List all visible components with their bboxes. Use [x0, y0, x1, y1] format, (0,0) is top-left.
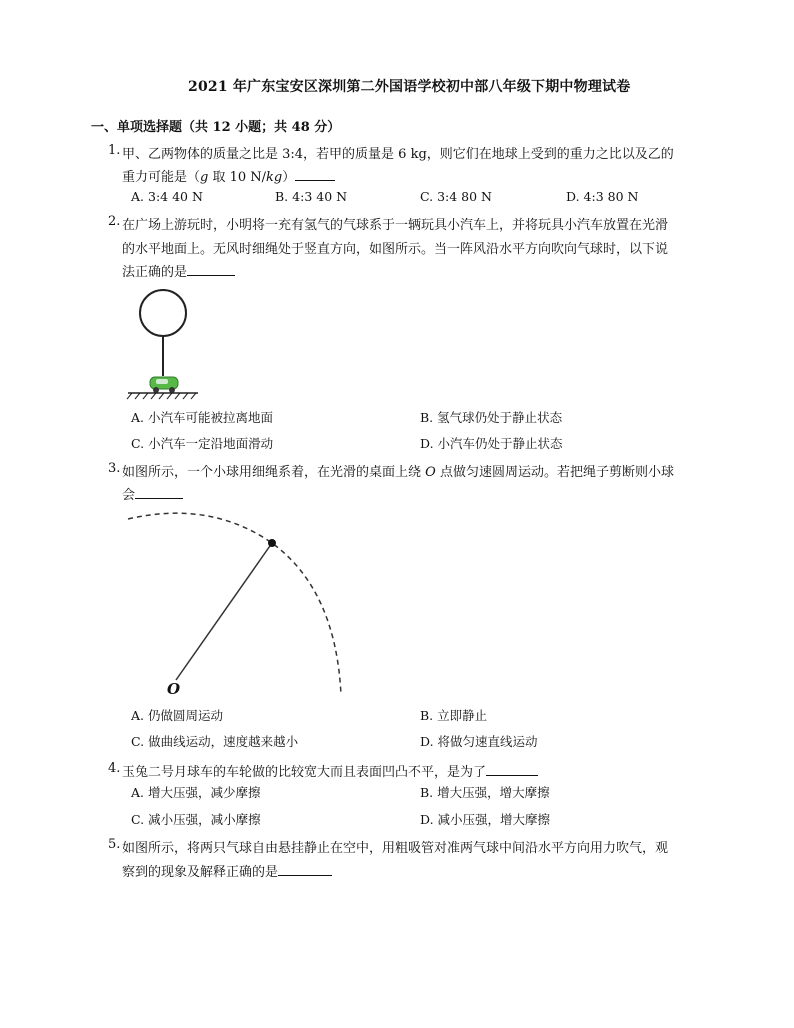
- option-c: C. 3:4 80 N: [420, 189, 492, 204]
- question-text: 在广场上游玩时，小明将一充有氢气的气球系于一辆玩具小汽车上，并将玩具小汽车放置在光滑: [122, 218, 669, 233]
- answer-blank: [278, 875, 332, 876]
- option-c: C. 减小压强，减小摩擦: [131, 812, 261, 827]
- center-label: O: [167, 680, 181, 698]
- option-b: B. 4:3 40 N: [275, 189, 348, 204]
- option-d: D. 减小压强，增大摩擦: [420, 812, 551, 827]
- option-a: A. 仍做圆周运动: [131, 708, 224, 723]
- option-d: D. 将做匀速直线运动: [420, 734, 538, 749]
- question-text: 甲、乙两物体的质量之比是 3:4，若甲的质量是 6 kg，则它们在地球上受到的重力之比以及乙的: [122, 147, 674, 162]
- option-c: C. 做曲线运动，速度越来越小: [131, 734, 299, 749]
- question-text: 重力可能是（g 取 10 N/kg）: [122, 166, 335, 185]
- question-text: 玉兔二号月球车的车轮做的比较宽大而且表面凹凸不平，是为了: [122, 761, 538, 780]
- option-b: B. 氢气球仍处于静止状态: [420, 410, 563, 425]
- question-text: 的水平地面上。无风时细绳处于竖直方向，如图所示。当一阵风沿水平方向吹向气球时，以下说: [122, 242, 669, 257]
- page-title: 2021 年广东宝安区深圳第二外国语学校初中部八年级下期中物理试卷: [188, 79, 631, 95]
- question-number: 3.: [108, 461, 121, 476]
- question-text: 如图所示，一个小球用细绳系着，在光滑的桌面上绕 O 点做匀速圆周运动。若把绳子剪断则小球: [122, 465, 674, 480]
- rope: [176, 543, 272, 680]
- option-b: B. 立即静止: [420, 708, 488, 723]
- question-text: 法正确的是: [122, 261, 235, 280]
- ball: [268, 539, 276, 547]
- answer-blank: [486, 775, 538, 776]
- option-a: A. 小汽车可能被拉离地面: [131, 410, 274, 425]
- question-text: 如图所示，将两只气球自由悬挂静止在空中，用粗吸管对准两气球中间沿水平方向用力吹气，观: [122, 841, 669, 856]
- question-number: 5.: [108, 837, 121, 852]
- question-number: 1.: [108, 143, 121, 158]
- question-text: 会: [122, 484, 183, 503]
- option-a: A. 增大压强，减少摩擦: [131, 785, 261, 800]
- circular-path: [128, 513, 341, 695]
- option-d: D. 小汽车仍处于静止状态: [420, 436, 563, 451]
- question-text: 察到的现象及解释正确的是: [122, 861, 332, 880]
- option-c: C. 小汽车一定沿地面滑动: [131, 436, 274, 451]
- option-d: D. 4:3 80 N: [566, 189, 639, 204]
- option-b: B. 增大压强，增大摩擦: [420, 785, 550, 800]
- section-heading: 一、单项选择题（共 12 小题；共 48 分）: [91, 120, 341, 135]
- question-number: 2.: [108, 214, 121, 229]
- question-number: 4.: [108, 761, 121, 776]
- option-a: A. 3:4 40 N: [131, 189, 203, 204]
